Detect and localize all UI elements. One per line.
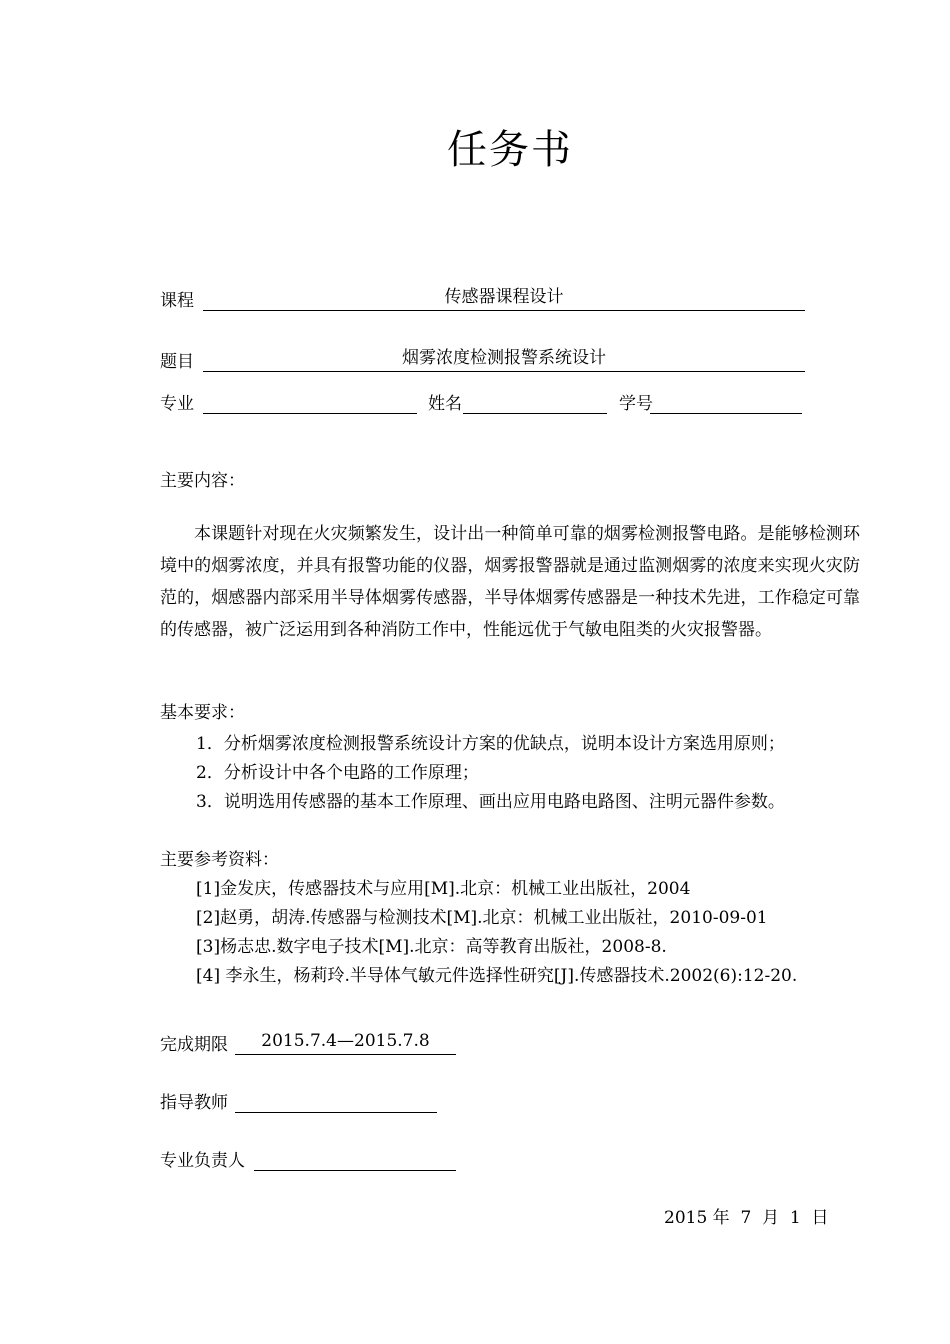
requirement-item: 2．分析设计中各个电路的工作原理； (196, 763, 479, 783)
reference-item: [1]金发庆，传感器技术与应用[M].北京：机械工业出版社，2004 (196, 879, 691, 899)
major-field[interactable] (203, 389, 417, 414)
deadline-field[interactable] (235, 1030, 456, 1055)
page-title: 任务书 (447, 127, 573, 173)
references-heading: 主要参考资料： (160, 850, 279, 870)
name-label: 姓名 (428, 394, 462, 414)
topic-field[interactable] (203, 347, 805, 372)
student-id-field[interactable] (650, 389, 802, 414)
course-label: 课程 (160, 291, 194, 311)
major-label: 专业 (160, 394, 194, 414)
advisor-signature-field[interactable] (235, 1088, 437, 1113)
deadline-label: 完成期限 (160, 1035, 228, 1055)
requirement-item: 3．说明选用传感器的基本工作原理、画出应用电路电路图、注明元器件参数。 (196, 792, 785, 812)
requirements-heading: 基本要求： (160, 703, 245, 723)
name-field[interactable] (463, 389, 607, 414)
reference-item: [3]杨志忠.数字电子技术[M].北京：高等教育出版社，2008-8. (196, 937, 667, 957)
course-value: 传感器课程设计 (444, 287, 564, 307)
advisor-label: 指导教师 (160, 1093, 228, 1113)
head-signature-field[interactable] (254, 1146, 456, 1171)
main-content-heading: 主要内容： (160, 471, 245, 491)
main-content-text: 本课题针对现在火灾频繁发生，设计出一种简单可靠的烟雾检测报警电路。是能够检测环境中的烟雾浓度，并具有报警功能的仪器，烟雾报警器就是通过监测烟雾的浓度来实现火灾防范的，烟感器内部采用半导体烟雾传感器，半导体烟雾传感器是一种技术先进，工作稳定可靠的传感器，被广泛运用到各种消防工作中，性能远优于气敏电阻类的火灾报警器。 (160, 524, 860, 640)
course-field[interactable] (203, 286, 805, 311)
issue-date: 2015 年 7 月 1 日 (664, 1208, 829, 1228)
topic-label: 题目 (160, 352, 194, 372)
head-label: 专业负责人 (160, 1151, 245, 1171)
student-id-label: 学号 (619, 394, 653, 414)
requirement-item: 1．分析烟雾浓度检测报警系统设计方案的优缺点，说明本设计方案选用原则； (196, 734, 785, 754)
deadline-value: 2015.7.4—2015.7.8 (261, 1031, 430, 1051)
reference-item: [2]赵勇，胡涛.传感器与检测技术[M].北京：机械工业出版社，2010-09-01 (196, 908, 768, 928)
topic-value: 烟雾浓度检测报警系统设计 (402, 348, 606, 368)
reference-item: [4] 李永生，杨莉玲.半导体气敏元件选择性研究[J].传感器技术.2002(6):12-20. (196, 966, 798, 986)
